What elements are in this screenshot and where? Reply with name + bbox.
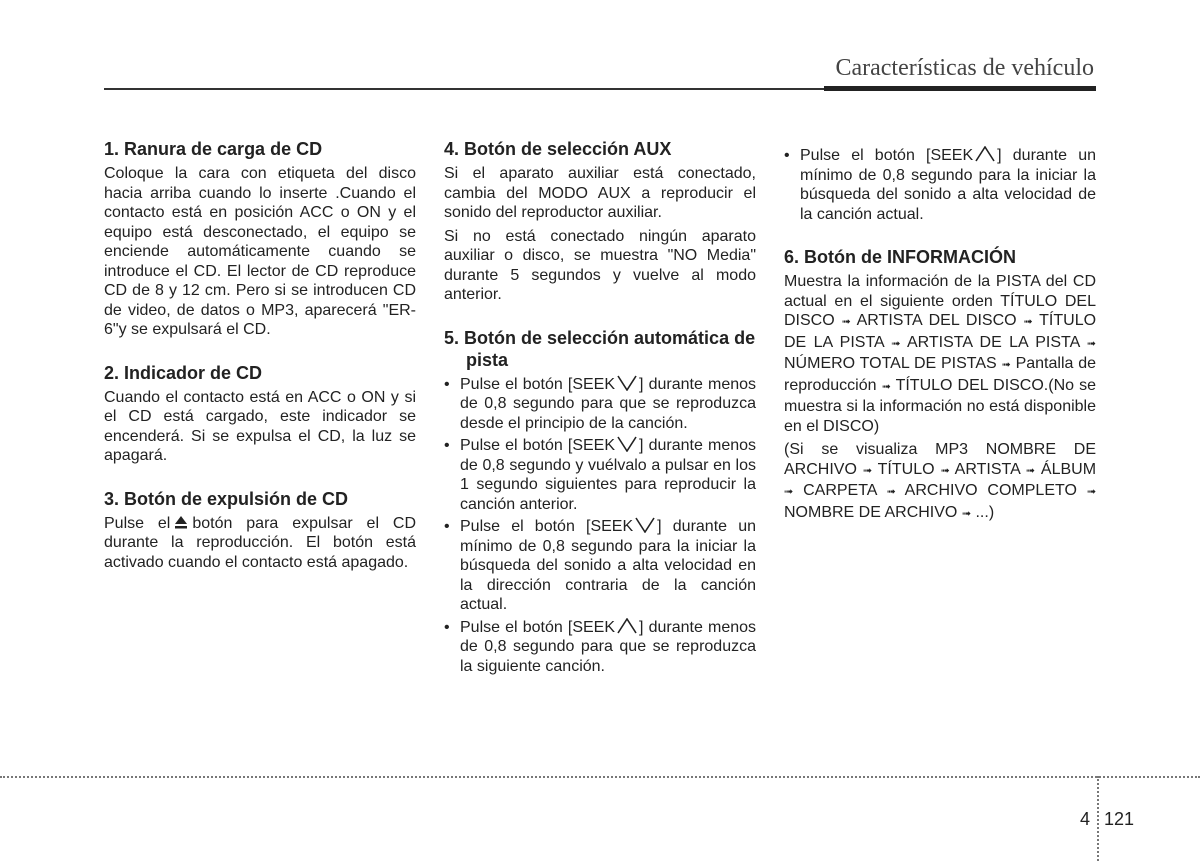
info-part: CARPETA bbox=[803, 482, 877, 499]
arrow-right-icon: ➟ bbox=[881, 380, 891, 393]
arrow-right-icon: ➟ bbox=[841, 316, 851, 328]
seek-down-icon bbox=[634, 517, 656, 533]
seek-up-icon bbox=[616, 618, 638, 634]
header-title: Características de vehículo bbox=[835, 55, 1094, 81]
seek-down-icon bbox=[616, 436, 638, 452]
info-part: ARTISTA DEL DISCO bbox=[856, 312, 1017, 329]
item-text-pre: Pulse el botón [SEEK bbox=[460, 518, 634, 535]
arrow-right-icon: ➟ bbox=[1023, 316, 1033, 328]
arrow-right-icon: ➟ bbox=[862, 464, 873, 477]
arrow-right-icon: ➟ bbox=[1086, 486, 1097, 498]
info-part: TÍTULO DEL DISCO.(No se muestra si la información no está disponible en el DISCO) bbox=[784, 376, 1096, 435]
item-text-pre: Pulse el botón [SEEK bbox=[460, 375, 616, 393]
seek-down-icon bbox=[616, 375, 638, 391]
header-rule-accent bbox=[824, 86, 1096, 91]
list-item bbox=[444, 436, 756, 514]
item-text-pre: Pulse el botón [SEEK bbox=[460, 618, 616, 636]
section-paragraph: Si el aparato auxiliar está conectado, cambia del MODO AUX a reproducir el sonido del reproductor auxiliar. bbox=[444, 165, 756, 221]
info-part: TÍTULO bbox=[877, 460, 935, 478]
section-cd-slot bbox=[104, 138, 416, 340]
arrow-right-icon: ➟ bbox=[784, 486, 794, 498]
info-part: Pantalla de reproducción bbox=[784, 355, 1097, 394]
arrow-right-icon: ➟ bbox=[961, 507, 972, 520]
info-part: ARCHIVO COMPLETO bbox=[904, 482, 1077, 499]
column-2 bbox=[444, 138, 756, 698]
info-part: NOMBRE DE ARCHIVO bbox=[784, 503, 958, 521]
footer-vertical-divider bbox=[1097, 776, 1099, 861]
arrow-right-icon: ➟ bbox=[886, 486, 896, 498]
section-title: 4. Botón de selección AUX bbox=[444, 139, 672, 159]
section-title: 1. Ranura de carga de CD bbox=[104, 139, 323, 159]
item-text-post: ] durante menos de 0,8 segundo para que se reproduzca la siguiente canción. bbox=[460, 618, 757, 675]
item-text-post: ] durante un mínimo de 0,8 segundo para la iniciar la búsqueda del sonido a alta velocidad en la dirección contraria de la canción actual. bbox=[460, 518, 756, 613]
chapter-number: 4 bbox=[1080, 809, 1091, 829]
info-mp3-paragraph bbox=[784, 440, 1096, 524]
body-text-pre: Pulse el bbox=[104, 514, 171, 532]
seek-up-icon bbox=[974, 146, 996, 162]
info-order-paragraph bbox=[784, 272, 1096, 436]
info-part: (Si se visualiza MP3 NOMBRE DE ARCHIVO bbox=[784, 441, 1096, 478]
list-item bbox=[444, 375, 756, 434]
info-part: ÁLBUM bbox=[1040, 460, 1097, 478]
arrow-right-icon: ➟ bbox=[940, 464, 950, 477]
section-body bbox=[104, 514, 416, 573]
item-text-pre: Pulse el botón [SEEK bbox=[800, 147, 974, 164]
column-3 bbox=[784, 146, 1096, 546]
item-text-pre: Pulse el botón [SEEK bbox=[460, 437, 616, 454]
section-title: 2. Indicador de CD bbox=[104, 362, 263, 383]
item-text-post: ] durante menos de 0,8 segundo y vuélvalo a pulsar en los 1 segundo siguientes para reproducir la canción anterior. bbox=[460, 437, 757, 513]
section-cd-indicator bbox=[104, 362, 416, 466]
arrow-right-icon: ➟ bbox=[1025, 464, 1035, 477]
arrow-right-icon: ➟ bbox=[891, 337, 901, 350]
info-part: NÚMERO TOTAL DE PISTAS bbox=[784, 355, 997, 372]
item-text-post: ] durante un mínimo de 0,8 segundo para la iniciar la búsqueda del sonido a alta velocidad de la canción actual. bbox=[800, 147, 1096, 223]
item-text-post: ] durante menos de 0,8 segundo para que se reproduzca desde el principio de la canción. bbox=[460, 375, 757, 432]
section-paragraph: Si no está conectado ningún aparato auxiliar o disco, se muestra "NO Media" durante 5 segundos y vuelve al modo anterior. bbox=[444, 227, 756, 303]
info-part: ...) bbox=[975, 503, 995, 521]
page-number: 121 bbox=[1104, 809, 1135, 829]
body-text-post: botón para expulsar el CD durante la reproducción. El botón está activado cuando el contacto está apagado. bbox=[104, 514, 416, 571]
arrow-right-icon: ➟ bbox=[1086, 337, 1096, 350]
section-seek bbox=[444, 327, 756, 677]
info-part: TÍTULO DE LA PISTA bbox=[784, 312, 1097, 351]
section-title: 5. Botón de selección automática de pista bbox=[444, 327, 756, 370]
section-title: 6. Botón de INFORMACIÓN bbox=[784, 247, 1016, 267]
column-1 bbox=[104, 138, 416, 594]
footer-divider bbox=[0, 776, 1200, 778]
list-item bbox=[444, 517, 756, 615]
section-info bbox=[784, 246, 1096, 524]
list-item bbox=[444, 618, 756, 677]
list-item bbox=[784, 146, 1096, 224]
section-aux bbox=[444, 138, 756, 305]
section-body: Cuando el contacto está en ACC o ON y si el CD está cargado, este indicador se encenderá. Si se expulsa el CD, la luz se apagará. bbox=[104, 388, 416, 464]
section-title: 3. Botón de expulsión de CD bbox=[104, 488, 349, 509]
info-part: Muestra la información de la PISTA del CD actual en el siguiente orden TÍTULO DEL DISCO bbox=[784, 273, 1096, 329]
section-body: Coloque la cara con etiqueta del disco hacia arriba cuando lo inserte .Cuando el contacto está en posición ACC o ON y el equipo está desconectado, el equipo se enciende automáticamente cuando se introduce el CD. El lector de CD reproduce CD de 8 y 12 cm. Pero si se introducen CD de video, de datos o MP3, aparecerá "ER-6"y se expulsará el CD. bbox=[104, 165, 416, 338]
seek-list-continued bbox=[784, 146, 1096, 224]
arrow-right-icon: ➟ bbox=[1001, 359, 1011, 371]
eject-icon bbox=[174, 515, 188, 529]
info-part: ARTISTA bbox=[954, 460, 1020, 478]
section-cd-eject bbox=[104, 488, 416, 573]
info-part: ARTISTA DE LA PISTA bbox=[906, 333, 1080, 351]
seek-list bbox=[444, 375, 756, 677]
